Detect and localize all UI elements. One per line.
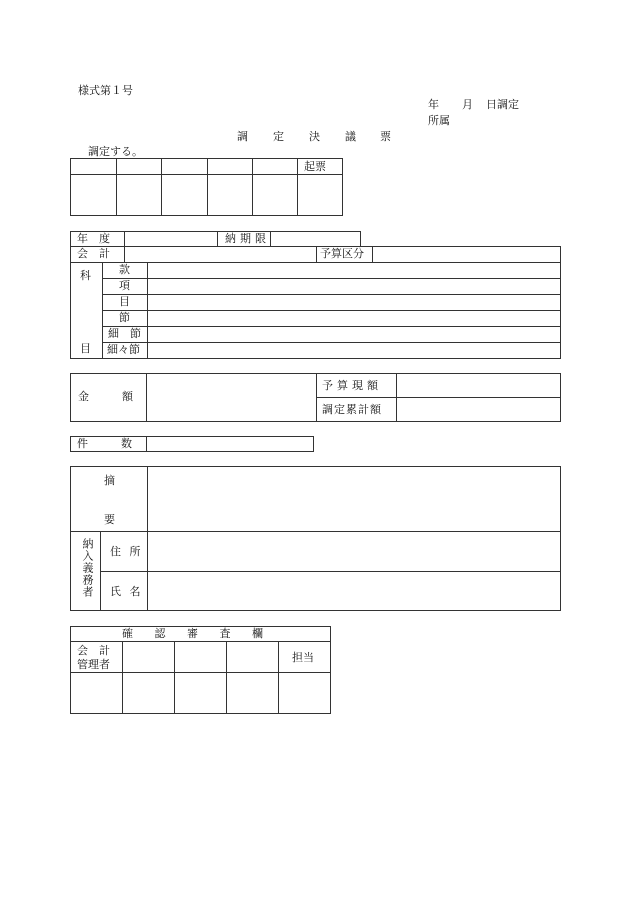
assessed-total-field[interactable] [397, 398, 560, 421]
budget-category-field[interactable] [373, 247, 560, 261]
kou-field[interactable] [148, 279, 560, 293]
address-field[interactable] [148, 532, 560, 570]
budget-current-field[interactable] [397, 374, 560, 396]
subject-row-saisaisetsu: 細々節 [107, 343, 140, 356]
name-field[interactable] [148, 572, 560, 610]
moku-field[interactable] [148, 295, 560, 309]
date-month: 月 [462, 98, 473, 111]
subject-row-kan: 款 [119, 263, 130, 276]
subject-label-bottom: 目 [80, 342, 91, 355]
subtitle-text: 調定する。 [88, 145, 143, 158]
subject-label-top: 科 [80, 269, 91, 282]
subject-row-saisetsu: 細 節 [108, 327, 141, 340]
summary-label-bottom: 要 [104, 513, 115, 526]
summary-label-top: 摘 [104, 474, 115, 487]
budget-category-label: 予算区分 [320, 247, 364, 260]
approval-stamp-cell[interactable] [297, 175, 343, 216]
count-field[interactable] [147, 437, 313, 451]
payment-deadline-label: 納期限 [225, 232, 270, 245]
title-char-1: 調 [237, 130, 248, 143]
subject-row-kou: 項 [119, 279, 130, 292]
name-label: 氏 名 [110, 585, 141, 598]
payer-label: 納入義務者 [81, 538, 94, 598]
fiscal-year-label: 年 度 [77, 232, 110, 245]
saisetsu-field[interactable] [148, 327, 560, 341]
date-day-assessed: 日調定 [486, 98, 519, 111]
accounting-label: 会 計 [77, 247, 110, 260]
drafter-label: 起票 [304, 160, 326, 173]
summary-field[interactable] [148, 467, 560, 530]
amount-label: 金 額 [78, 390, 133, 403]
accounting-field[interactable] [125, 247, 315, 261]
amount-field[interactable] [147, 374, 315, 421]
title-char-3: 決 [309, 130, 320, 143]
accounting-manager-stamp[interactable] [71, 673, 121, 713]
kan-field[interactable] [148, 263, 560, 277]
address-label: 住 所 [110, 545, 141, 558]
affiliation-label: 所属 [428, 114, 450, 127]
subject-row-setsu: 節 [119, 311, 130, 324]
setsu-field[interactable] [148, 311, 560, 325]
title-char-5: 票 [380, 130, 391, 143]
payment-deadline-field[interactable] [271, 232, 360, 246]
title-char-4: 議 [345, 130, 356, 143]
in-charge-stamp[interactable] [279, 673, 330, 713]
count-label: 件 数 [77, 437, 132, 450]
review-stamp-2[interactable] [123, 673, 173, 713]
fiscal-year-field[interactable] [125, 232, 216, 246]
date-year: 年 [428, 98, 439, 111]
budget-current-label: 予算現額 [322, 379, 382, 392]
subject-row-moku: 目 [119, 295, 130, 308]
review-stamp-3[interactable] [175, 673, 225, 713]
assessed-total-label: 調定累計額 [322, 403, 382, 416]
accounting-manager-label-2: 管理者 [77, 658, 110, 671]
check-table-title: 確 認 審 査 欄 [122, 627, 263, 640]
accounting-manager-label-1: 会 計 [77, 644, 110, 657]
review-stamp-4[interactable] [227, 673, 277, 713]
form-number: 様式第１号 [78, 84, 133, 97]
title-char-2: 定 [273, 130, 284, 143]
in-charge-label: 担当 [292, 651, 314, 664]
saisaisetsu-field[interactable] [148, 343, 560, 358]
